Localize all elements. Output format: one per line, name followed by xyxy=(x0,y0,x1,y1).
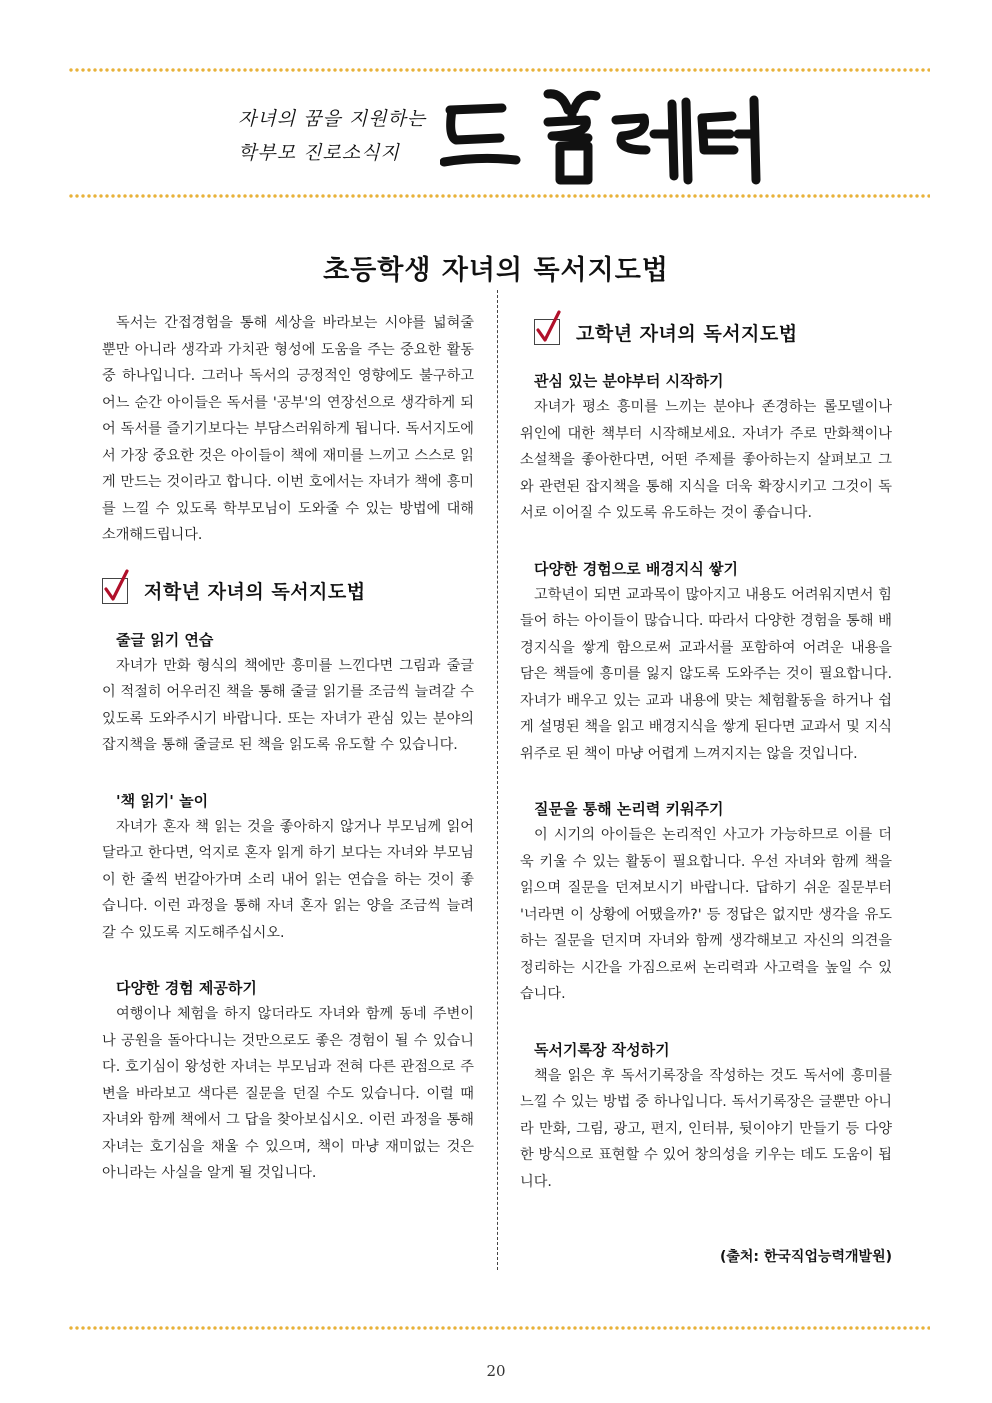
intro-paragraph: 독서는 간접경험을 통해 세상을 바라보는 시야를 넓혀줄 뿐만 아니라 생각과 가치관 형성에 도움을 주는 중요한 활동 중 하나입니다. 그러나 독서의 긍정적인 영향에도 불구하고 어느 순간 아이들은 독서를 '공부'의 연장선으로 생각하게 되어 독서를 즐기기보다는 부담스러워하게 됩니다. 독서지도에서 가장 중요한 것은 아이들이 책에 재미를 느끼고 스스로 읽게 만드는 것이라고 합니다. 이번 호에서는 자녀가 책에 흥미를 느낄 수 있도록 학부모님이 도와줄 수 있는 방법에 대해 소개해드립니다. xyxy=(102,315,474,543)
item-body: 자녀가 만화 형식의 책에만 흥미를 느낀다면 그림과 줄글이 적절히 어우러진 책을 통해 줄글 읽기를 조금씩 늘려갈 수 있도록 도와주시기 바랍니다. 또는 자녀가 관심 있는 분야의 잡지책을 통해 줄글로 된 책을 읽도록 유도할 수 있습니다. xyxy=(102,657,474,753)
checkbox-checked-icon xyxy=(534,319,560,345)
item-heading: 질문을 통해 논리력 키워주기 xyxy=(534,800,724,818)
column-divider xyxy=(497,290,498,1270)
masthead-bottom-dotted-rule xyxy=(68,194,930,198)
item-body: 여행이나 체험을 하지 않더라도 자녀와 함께 동네 주변이나 공원을 돌아다니는 것만으로도 좋은 경험이 될 수 있습니다. 호기심이 왕성한 자녀는 부모님과 전혀 다른 관점으로 주변을 바라보고 색다른 질문을 던질 수도 있습니다. 이럴 때 자녀와 함께 책에서 그 답을 찾아보십시오. 이런 과정을 통해 자녀는 호기심을 채울 수 있으며, 책이 마냥 재미없는 것은 아니라는 사실을 알게 될 것입니다. xyxy=(102,1006,474,1181)
item-heading: '책 읽기' 놀이 xyxy=(116,791,209,810)
item-heading: 관심 있는 분야부터 시작하기 xyxy=(534,372,724,390)
right-column xyxy=(520,310,892,1195)
masthead xyxy=(68,78,930,188)
bottom-dotted-rule xyxy=(68,1326,930,1330)
item-body: 자녀가 혼자 책 읽는 것을 좋아하지 않거나 부모님께 읽어달라고 한다면, 억지로 혼자 읽게 하기 보다는 자녀와 부모님이 한 줄씩 번갈아가며 소리 내어 읽는 연습을 하는 것이 좋습니다. 이런 과정을 통해 자녀 혼자 읽는 양을 조금씩 늘려갈 수 있도록 지도해주십시오. xyxy=(102,818,474,941)
item-body: 이 시기의 아이들은 논리적인 사고가 가능하므로 이를 더욱 키울 수 있는 활동이 필요합니다. 우선 자녀와 함께 책을 읽으며 질문을 던져보시기 바랍니다. 답하기 쉬운 질문부터 '너라면 이 상황에 어땠을까?' 등 정답은 없지만 생각을 유도하는 질문을 던지며 자녀와 함께 생각해보고 자신의 의견을 정리하는 시간을 가짐으로써 논리력과 사고력을 높일 수 있습니다. xyxy=(520,827,892,1002)
top-dotted-rule xyxy=(68,68,930,72)
item-heading: 독서기록장 작성하기 xyxy=(534,1040,670,1059)
item-heading: 줄글 읽기 연습 xyxy=(116,630,214,649)
lower-grade-section-header xyxy=(102,569,474,613)
logo-brush-lettering xyxy=(440,84,770,188)
item-heading: 다양한 경험 제공하기 xyxy=(116,979,257,997)
page-number: 20 xyxy=(486,1362,506,1380)
item-body: 고학년이 되면 교과목이 많아지고 내용도 어려워지면서 힘들어 하는 아이들이 많습니다. 따라서 다양한 경험을 통해 배경지식을 쌓게 함으로써 교과서를 포함하여 어려운 내용을 담은 책들에 흥미를 잃지 않도록 도와주는 것이 필요합니다. 자녀가 배우고 있는 교과 내용에 맞는 체험활동을 하거나 쉽게 설명된 책을 읽고 배경지식을 쌓게 된다면 교과서 및 지식 위주로 된 책이 마냥 어렵게 느껴지지는 않을 것입니다. xyxy=(520,586,892,762)
item-body: 자녀가 평소 흥미를 느끼는 분야나 존경하는 롤모델이나 위인에 대한 책부터 시작해보세요. 자녀가 주로 만화책이나 소설책을 좋아한다면, 어떤 주제를 좋아하는지 살펴보고 그와 관련된 잡지책을 통해 지식을 더욱 확장시키고 그것이 독서로 이어질 수 있도록 유도하는 것이 좋습니다. xyxy=(520,399,892,521)
upper-grade-section-header xyxy=(534,310,892,354)
upper-grade-section-title: 고학년 자녀의 독서지도법 xyxy=(576,322,798,345)
dream-letter-logo xyxy=(440,84,770,188)
lower-grade-section-title: 저학년 자녀의 독서지도법 xyxy=(144,581,366,603)
left-column xyxy=(102,310,474,1187)
masthead-subtitle xyxy=(238,102,438,170)
item-heading: 다양한 경험으로 배경지식 쌓기 xyxy=(534,559,739,578)
subtitle-line-2: 학부모 진로소식지 xyxy=(238,142,400,164)
source-citation: (출처: 한국직업능력개발원) xyxy=(719,1249,892,1265)
checkbox-checked-icon xyxy=(102,578,128,604)
subtitle-line-1: 자녀의 꿈을 지원하는 xyxy=(238,108,427,130)
item-body: 책을 읽은 후 독서기록장을 작성하는 것도 독서에 흥미를 느낄 수 있는 방법 중 하나입니다. 독서기록장은 글뿐만 아니라 만화, 그림, 광고, 편지, 인터뷰, 뒷이야기 만들기 등 다양한 방식으로 표현할 수 있어 창의성을 키우는 데도 도움이 됩니다. xyxy=(520,1067,892,1190)
page-title: 초등학생 자녀의 독서지도법 xyxy=(323,255,669,287)
